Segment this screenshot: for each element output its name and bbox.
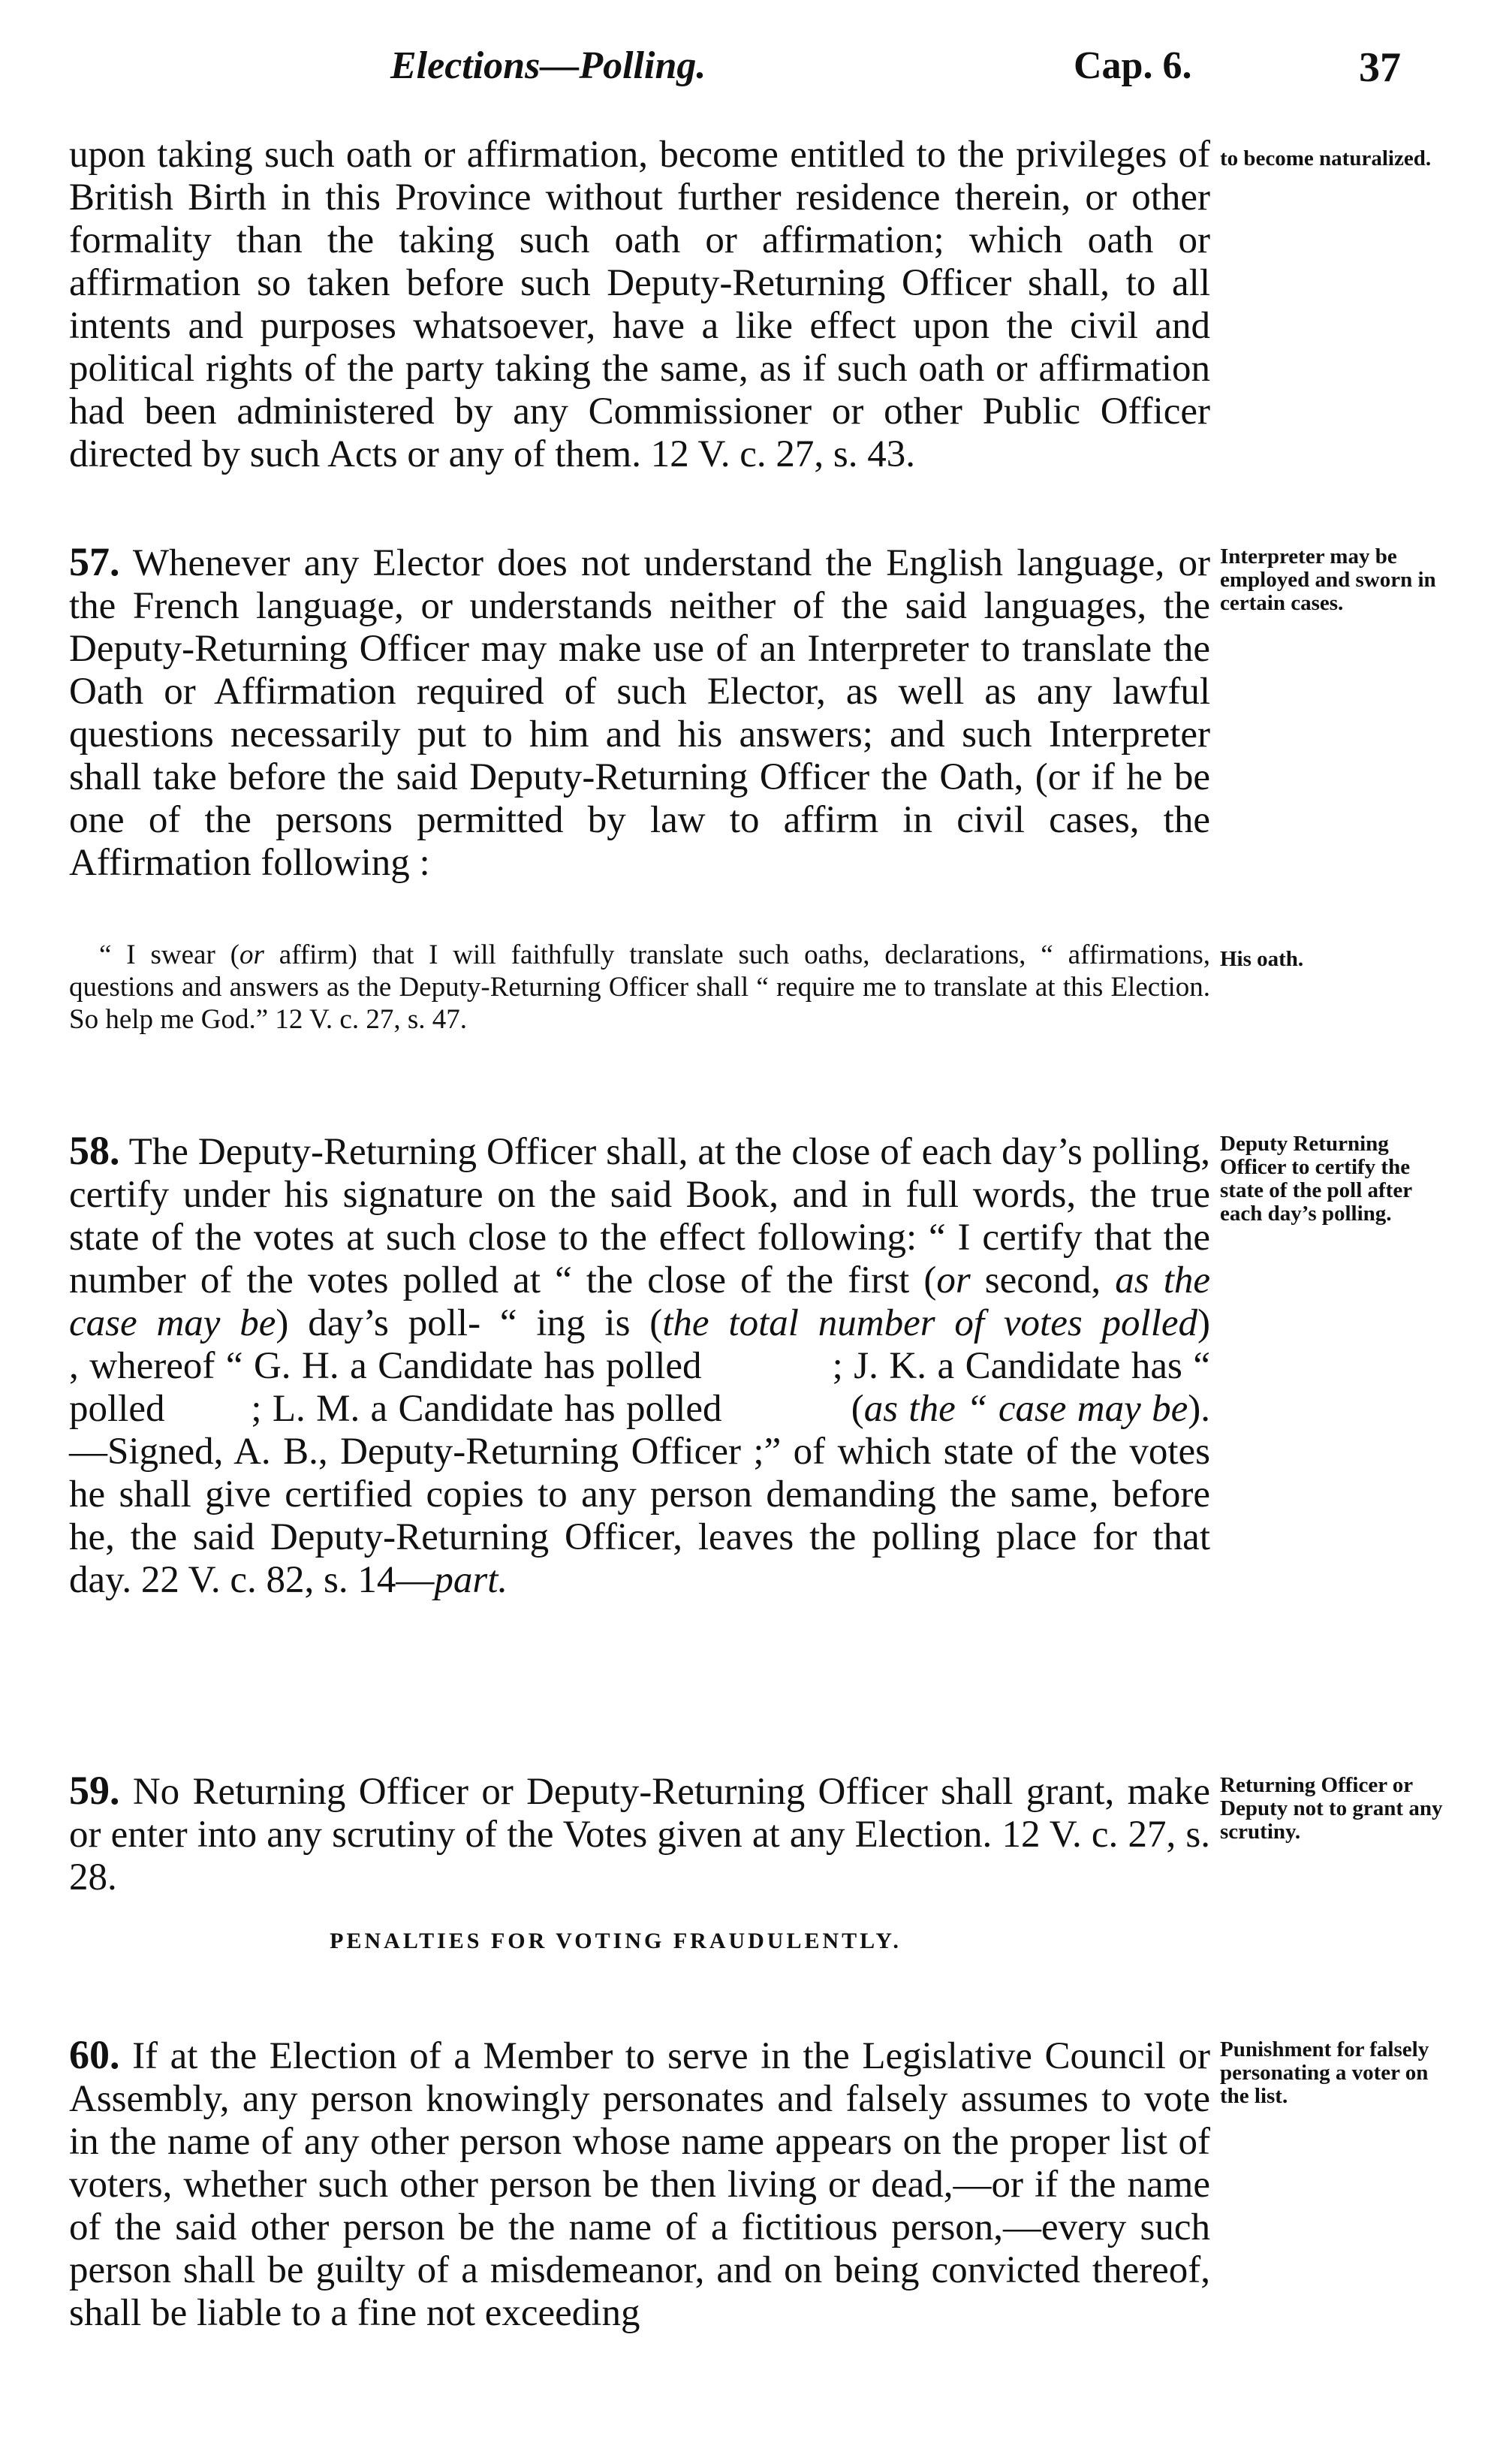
section-58-number: 58.	[69, 1128, 120, 1173]
section-57-number: 57.	[69, 539, 120, 584]
margin-note-interpreter: Interpreter may be employed and sworn in certain cases.	[1220, 544, 1436, 615]
margin-note-scrutiny: Returning Officer or Deputy not to grant any scrutiny.	[1220, 1773, 1443, 1844]
section-60-text: If at the Election of a Member to serve in the Legislative Council or Assembly, any person knowingly personates and falsely assumes to vote in the name of any other person whose name appears on the proper list of voters, whether such other person be then living or dead,—or if the name of the said other person be the name of a fictitious person,—every such person shall be guilty of a misdemeanor, and on being convicted thereof, shall be liable to a fine not exceeding	[69, 2035, 1211, 2334]
section-60	[69, 2034, 1210, 2335]
s58-g: ) , whereof “ G. H. a Candidate has polled ; J. K. a Candidate has “ polled ; L. M. a Candidate has polled (	[69, 1302, 1364, 1430]
oath-text-italic: or	[239, 939, 264, 970]
s58-f: the total number of votes polled	[662, 1302, 1198, 1344]
margin-note-oath: His oath.	[1220, 947, 1304, 971]
section-57	[69, 541, 1210, 885]
section-59	[69, 1769, 1210, 1899]
section-heading: PENALTIES FOR VOTING FRAUDULENTLY.	[330, 1929, 902, 1953]
running-header	[0, 44, 1488, 104]
interpreter-oath	[69, 939, 1210, 1036]
s58-b: or	[936, 1259, 971, 1301]
margin-note-punishment: Punishment for falsely personating a voter on the list.	[1220, 2037, 1429, 2108]
section-60-number: 60.	[69, 2032, 120, 2077]
s58-e: ) day’s poll- “ ing is (	[276, 1302, 663, 1344]
s58-d: as the case may be	[69, 1259, 1210, 1344]
s58-j: part.	[434, 1559, 508, 1601]
section-57-text: Whenever any Elector does not understand the English language, or the French language, or understands neither of the said languages, the Deputy-Returning Officer may make use of an Interpreter to translate the Oath or Affirmation required of such Elector, as well as any lawful questions necessarily put to him and his answers; and such Interpreter shall take before the said Deputy-Returning Officer the Oath, (or if he be one of the persons permitted by law to affirm in civil cases, the Affirmation following :	[69, 542, 1210, 884]
s58-i: ).—Signed, A. B., Deputy-Returning Officer ;” of which state of the votes he shall give certified copies to any person demanding the same, before he, the said Deputy-Returning Officer, leaves the polling place for that day. 22 V. c. 82, s. 14—	[69, 1388, 1210, 1601]
section-59-number: 59.	[69, 1768, 120, 1813]
paragraph-continued: upon taking such oath or affirmation, become entitled to the privileges of British Birth in this Province without further residence therein, or other formality than the taking such oath or affirmation; which oath or affirmation so taken before such Deputy-Returning Officer shall, to all intents and purposes whatsoever, have a like effect upon the civil and political rights of the party taking the same, as if such oath or affirmation had been administered by any Commissioner or other Public Officer directed by such Acts or any of them. 12 V. c. 27, s. 43.	[69, 134, 1210, 475]
chapter-label: Cap. 6.	[1074, 44, 1192, 87]
margin-note-certify: Deputy Returning Officer to certify the state of the poll after each day’s polling.	[1220, 1132, 1412, 1226]
s58-a: The Deputy-Returning Officer shall, at the close of each day’s polling, certify under his signature on the said Book, and in full words, the true state of the votes at such close to the effect following: “ I certify that the number of the votes polled at “ the close of the first (	[69, 1131, 1210, 1301]
s58-h: as the “ case may be	[863, 1388, 1188, 1430]
oath-text-a: “ I swear (	[99, 939, 239, 970]
page-number: 37	[1359, 44, 1401, 91]
oath-text-b: affirm) that I will faithfully translate such oaths, declarations, “ affirmations, questions and answers as the Deputy-Returning Officer shall “ require me to translate at this Election. So help me God.” 12 V. c. 27, s. 47.	[69, 939, 1210, 1035]
running-title: Elections—Polling.	[390, 44, 706, 87]
margin-note-naturalized: to become naturalized.	[1220, 146, 1432, 170]
section-59-text: No Returning Officer or Deputy-Returning Officer shall grant, make or enter into any scrutiny of the Votes given at any Election. 12 V. c. 27, s. 28.	[69, 1771, 1211, 1899]
s58-c: second,	[970, 1259, 1116, 1301]
